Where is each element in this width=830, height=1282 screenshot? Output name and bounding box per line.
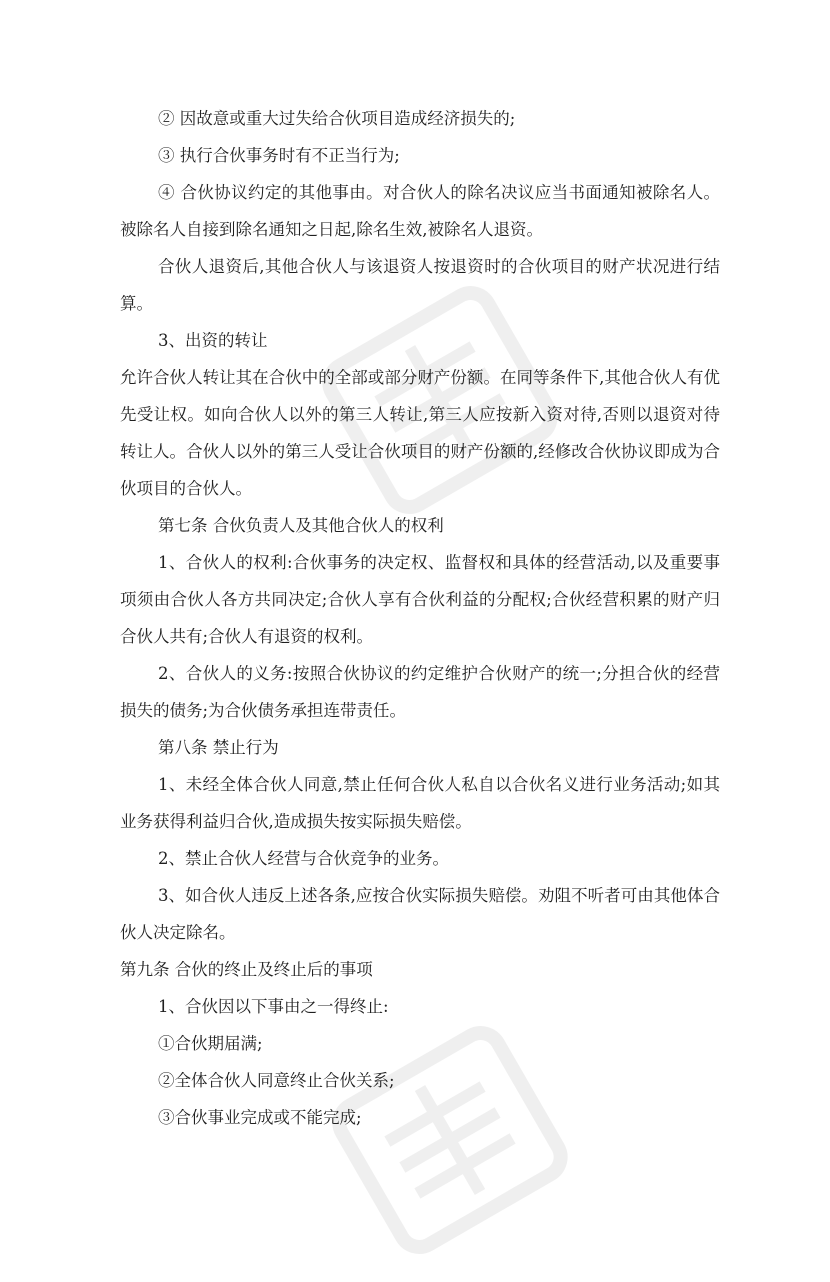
paragraph: ③ 执行合伙事务时有不正当行为;: [158, 146, 400, 165]
article-heading: 第八条 禁止行为: [158, 738, 279, 757]
paragraph: 1、合伙因以下事由之一得终止:: [158, 997, 389, 1016]
paragraph: 2、合伙人的义务:按照合伙协议的约定维护合伙财产的统一;分担合伙的经营损失的债务;为合伙债务承担连带责任。: [120, 664, 720, 720]
paragraph: 允许合伙人转让其在合伙中的全部或部分财产份额。在同等条件下,其他合伙人有优先受让权。如向合伙人以外的第三人转让,第三人应按新入资对待,否则以退资对待转让人。合伙人以外的第三人受让合伙项目的财产份额的,经修改合伙协议即成为合伙项目的合伙人。: [120, 368, 720, 498]
paragraph: 合伙人退资后,其他合伙人与该退资人按退资时的合伙项目的财产状况进行结算。: [120, 257, 720, 313]
paragraph: 1、合伙人的权利:合伙事务的决定权、监督权和具体的经营活动,以及重要事项须由合伙人各方共同决定;合伙人享有合伙利益的分配权;合伙经营积累的财产归合伙人共有;合伙人有退资的权利。: [120, 553, 720, 646]
article-heading: 第九条 合伙的终止及终止后的事项: [120, 960, 373, 979]
list-item: ③合伙事业完成或不能完成;: [158, 1108, 362, 1127]
paragraph: 3、如合伙人违反上述各条,应按合伙实际损失赔偿。劝阻不听者可由其他体合伙人决定除名。: [120, 886, 720, 942]
paragraph: ④ 合伙协议约定的其他事由。对合伙人的除名决议应当书面通知被除名人。被除名人自接到除名通知之日起,除名生效,被除名人退资。: [120, 183, 720, 239]
section-heading: 3、出资的转让: [158, 331, 268, 350]
paragraph: 1、未经全体合伙人同意,禁止任何合伙人私自以合伙名义进行业务活动;如其业务获得利益归合伙,造成损失按实际损失赔偿。: [120, 775, 720, 831]
article-heading: 第七条 合伙负责人及其他合伙人的权利: [158, 516, 444, 535]
document-body: [120, 100, 720, 1136]
paragraph: 2、禁止合伙人经营与合伙竞争的业务。: [158, 849, 449, 868]
list-item: ②全体合伙人同意终止合伙关系;: [158, 1071, 395, 1090]
list-item: ①合伙期届满;: [158, 1034, 263, 1053]
paragraph: ② 因故意或重大过失给合伙项目造成经济损失的;: [158, 109, 516, 128]
